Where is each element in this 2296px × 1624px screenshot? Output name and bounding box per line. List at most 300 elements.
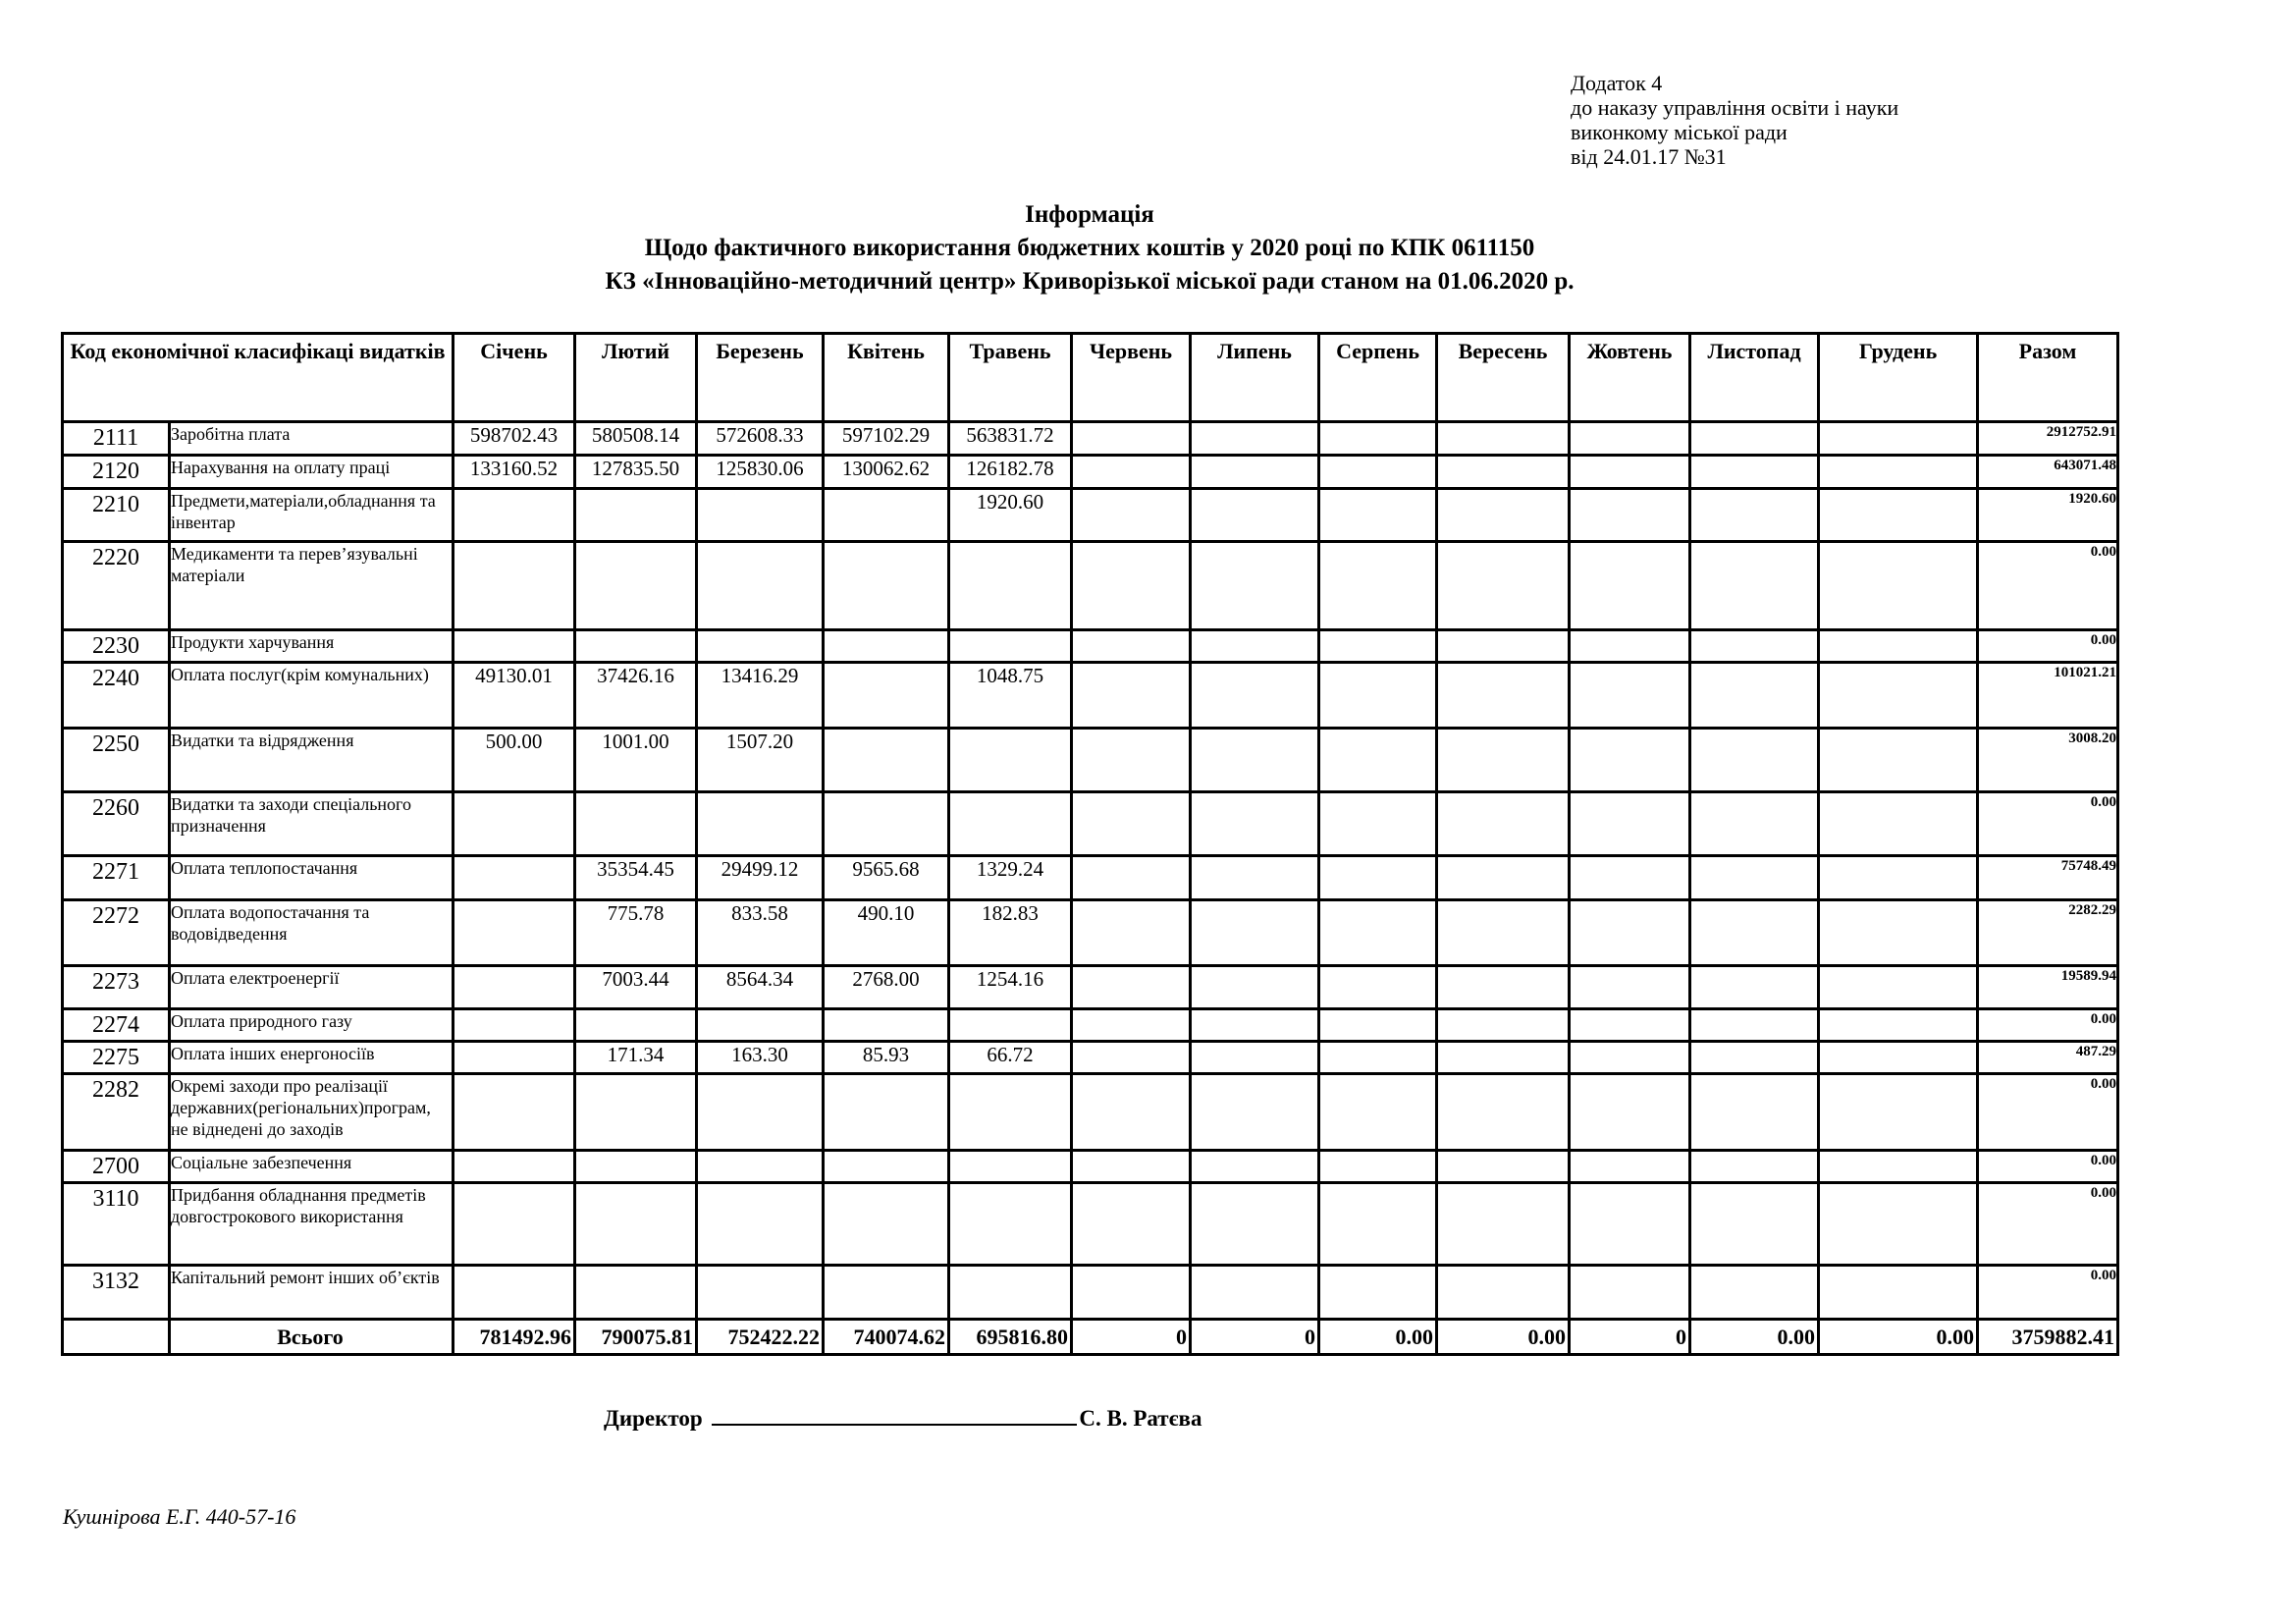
month-value-cell [949, 630, 1072, 663]
month-value-cell [1690, 663, 1819, 729]
month-value-cell: 1048.75 [949, 663, 1072, 729]
month-value-cell [454, 856, 575, 900]
month-value-cell [1690, 900, 1819, 966]
column-header-month: Квітень [824, 334, 949, 422]
signature-role: Директор [604, 1406, 703, 1431]
month-value-cell [1819, 663, 1978, 729]
month-value-cell [1191, 489, 1319, 542]
month-value-cell [1072, 966, 1191, 1009]
month-value-cell [697, 542, 824, 630]
month-value-cell: 775.78 [575, 900, 697, 966]
month-value-cell: 13416.29 [697, 663, 824, 729]
month-value-cell [1191, 1266, 1319, 1320]
month-value-cell [1437, 1151, 1570, 1183]
month-value-cell [1437, 900, 1570, 966]
row-total: 643071.48 [1978, 456, 2118, 489]
row-name: Оплата послуг(крім комунальних) [170, 663, 454, 729]
month-value-cell [1072, 630, 1191, 663]
month-value-cell [1319, 792, 1437, 856]
row-name: Капітальний ремонт інших об’єктів [170, 1266, 454, 1320]
month-value-cell [1570, 489, 1690, 542]
month-value-cell [697, 792, 824, 856]
month-value-cell [1072, 1074, 1191, 1151]
month-value-cell [1570, 1151, 1690, 1183]
column-header-month: Вересень [1437, 334, 1570, 422]
month-value-cell: 85.93 [824, 1042, 949, 1074]
signature-block [604, 1404, 1201, 1432]
month-value-cell: 8564.34 [697, 966, 824, 1009]
total-label: Всього [170, 1320, 454, 1355]
month-value-cell [1819, 630, 1978, 663]
month-value-cell [454, 1266, 575, 1320]
month-value-cell [454, 792, 575, 856]
month-value-cell: 49130.01 [454, 663, 575, 729]
month-value-cell [1437, 856, 1570, 900]
month-value-cell [697, 1009, 824, 1042]
month-value-cell [1072, 729, 1191, 792]
row-total: 101021.21 [1978, 663, 2118, 729]
month-value-cell: 126182.78 [949, 456, 1072, 489]
signature-name: С. В. Ратєва [1079, 1406, 1202, 1431]
month-value-cell [1072, 663, 1191, 729]
month-value-cell [1437, 1009, 1570, 1042]
month-value-cell [454, 966, 575, 1009]
month-value-cell [1319, 966, 1437, 1009]
month-value-cell: 490.10 [824, 900, 949, 966]
row-code: 3132 [63, 1266, 170, 1320]
month-value-cell [949, 1074, 1072, 1151]
month-value-cell [1570, 792, 1690, 856]
month-value-cell: 572608.33 [697, 422, 824, 456]
month-value-cell [1319, 1009, 1437, 1042]
table-row [63, 663, 2118, 729]
month-value-cell [1570, 456, 1690, 489]
column-header-month: Червень [1072, 334, 1191, 422]
month-value-cell: 130062.62 [824, 456, 949, 489]
table-row [63, 422, 2118, 456]
row-code: 2210 [63, 489, 170, 542]
month-value-cell [1072, 422, 1191, 456]
row-name: Нарахування на оплату праці [170, 456, 454, 489]
row-code: 2271 [63, 856, 170, 900]
month-value-cell: 833.58 [697, 900, 824, 966]
row-total: 487.29 [1978, 1042, 2118, 1074]
month-value-cell [1819, 856, 1978, 900]
month-value-cell [1570, 663, 1690, 729]
month-value-cell [1072, 456, 1191, 489]
column-header-month: Липень [1191, 334, 1319, 422]
month-value-cell [824, 542, 949, 630]
month-value-cell [1072, 1042, 1191, 1074]
month-value-cell: 2768.00 [824, 966, 949, 1009]
month-value-cell [1570, 1074, 1690, 1151]
row-code: 2230 [63, 630, 170, 663]
row-total: 0.00 [1978, 1009, 2118, 1042]
month-value-cell [949, 1009, 1072, 1042]
month-value-cell: 580508.14 [575, 422, 697, 456]
month-value-cell: 7003.44 [575, 966, 697, 1009]
month-value-cell [1319, 542, 1437, 630]
month-value-cell [1319, 1074, 1437, 1151]
addendum-line: виконкому міської ради [1571, 120, 1788, 144]
document-title: Інформація [1025, 201, 1154, 228]
total-month-cell: 781492.96 [454, 1320, 575, 1355]
month-value-cell [1191, 792, 1319, 856]
row-total: 0.00 [1978, 1266, 2118, 1320]
month-value-cell [1072, 856, 1191, 900]
column-header-month: Березень [697, 334, 824, 422]
total-month-cell: 0 [1570, 1320, 1690, 1355]
table-row [63, 1074, 2118, 1151]
total-code-cell [63, 1320, 170, 1355]
month-value-cell [1191, 729, 1319, 792]
month-value-cell [1191, 456, 1319, 489]
month-value-cell [1690, 422, 1819, 456]
total-row [63, 1320, 2118, 1355]
month-value-cell [949, 792, 1072, 856]
table-row [63, 630, 2118, 663]
month-value-cell [1690, 456, 1819, 489]
month-value-cell [1690, 630, 1819, 663]
month-value-cell [1072, 900, 1191, 966]
month-value-cell [1570, 1266, 1690, 1320]
month-value-cell [1690, 1183, 1819, 1266]
document-subtitle-organization: КЗ «Інноваційно-методичний центр» Криворізької міської ради станом на 01.06.2020 р. [605, 268, 1575, 295]
month-value-cell [1437, 456, 1570, 489]
month-value-cell [1191, 856, 1319, 900]
month-value-cell [1819, 1183, 1978, 1266]
row-code: 2260 [63, 792, 170, 856]
row-code: 2700 [63, 1151, 170, 1183]
month-value-cell [1319, 630, 1437, 663]
addendum-line: до наказу управління освіти і науки [1571, 95, 1899, 120]
month-value-cell [1819, 792, 1978, 856]
month-value-cell [1437, 966, 1570, 1009]
row-name: Окремі заходи про реалізації державних(регіональних)програм, не віднедені до заходів [170, 1074, 454, 1151]
footer-note: Кушнірова Е.Г. 440-57-16 [63, 1504, 296, 1529]
column-header-month: Травень [949, 334, 1072, 422]
table-row [63, 542, 2118, 630]
month-value-cell: 133160.52 [454, 456, 575, 489]
month-value-cell: 182.83 [949, 900, 1072, 966]
month-value-cell [1191, 900, 1319, 966]
month-value-cell [1570, 422, 1690, 456]
table-row [63, 456, 2118, 489]
row-total: 0.00 [1978, 630, 2118, 663]
table-row [63, 1183, 2118, 1266]
row-total: 0.00 [1978, 792, 2118, 856]
row-total: 2912752.91 [1978, 422, 2118, 456]
total-month-cell: 740074.62 [824, 1320, 949, 1355]
row-name: Оплата електроенергії [170, 966, 454, 1009]
month-value-cell [1319, 1183, 1437, 1266]
month-value-cell [697, 489, 824, 542]
month-value-cell [1191, 542, 1319, 630]
month-value-cell [1570, 856, 1690, 900]
month-value-cell [454, 489, 575, 542]
row-name: Придбання обладнання предметів довгострокового використання [170, 1183, 454, 1266]
month-value-cell [575, 1009, 697, 1042]
table-row [63, 729, 2118, 792]
month-value-cell [1072, 542, 1191, 630]
row-code: 2273 [63, 966, 170, 1009]
row-total: 19589.94 [1978, 966, 2118, 1009]
month-value-cell [1319, 1151, 1437, 1183]
month-value-cell: 1329.24 [949, 856, 1072, 900]
month-value-cell [697, 1183, 824, 1266]
row-name: Оплата природного газу [170, 1009, 454, 1042]
month-value-cell [1819, 422, 1978, 456]
month-value-cell [454, 900, 575, 966]
row-name: Соціальне забезпечення [170, 1151, 454, 1183]
addendum-line: Додаток 4 [1571, 71, 1663, 95]
month-value-cell [1191, 1183, 1319, 1266]
column-header-month: Лютий [575, 334, 697, 422]
month-value-cell [1690, 489, 1819, 542]
month-value-cell [1819, 1042, 1978, 1074]
month-value-cell [1191, 1042, 1319, 1074]
month-value-cell [1319, 900, 1437, 966]
month-value-cell [454, 1151, 575, 1183]
month-value-cell [1191, 422, 1319, 456]
month-value-cell [1191, 630, 1319, 663]
total-month-cell: 0.00 [1319, 1320, 1437, 1355]
month-value-cell [1690, 1009, 1819, 1042]
row-total: 0.00 [1978, 542, 2118, 630]
total-month-cell: 790075.81 [575, 1320, 697, 1355]
month-value-cell [1690, 856, 1819, 900]
month-value-cell [824, 1183, 949, 1266]
month-value-cell [824, 1074, 949, 1151]
month-value-cell: 1507.20 [697, 729, 824, 792]
row-total: 1920.60 [1978, 489, 2118, 542]
month-value-cell: 597102.29 [824, 422, 949, 456]
row-code: 2220 [63, 542, 170, 630]
month-value-cell [1437, 792, 1570, 856]
month-value-cell [1072, 792, 1191, 856]
month-value-cell [1690, 542, 1819, 630]
table-row [63, 1042, 2118, 1074]
month-value-cell [1690, 966, 1819, 1009]
month-value-cell: 171.34 [575, 1042, 697, 1074]
month-value-cell [824, 1009, 949, 1042]
month-value-cell [1319, 729, 1437, 792]
month-value-cell [824, 1151, 949, 1183]
month-value-cell [949, 1151, 1072, 1183]
month-value-cell [1819, 1074, 1978, 1151]
month-value-cell [454, 1042, 575, 1074]
month-value-cell: 66.72 [949, 1042, 1072, 1074]
row-total: 0.00 [1978, 1183, 2118, 1266]
addendum-block [1571, 71, 1898, 169]
total-month-cell: 752422.22 [697, 1320, 824, 1355]
month-value-cell [1319, 1266, 1437, 1320]
month-value-cell [1570, 966, 1690, 1009]
month-value-cell [1072, 1151, 1191, 1183]
month-value-cell [824, 489, 949, 542]
month-value-cell [1437, 729, 1570, 792]
month-value-cell [824, 663, 949, 729]
month-value-cell [1319, 489, 1437, 542]
month-value-cell [1319, 422, 1437, 456]
signature-line [712, 1404, 1077, 1426]
month-value-cell [1319, 456, 1437, 489]
month-value-cell [949, 1183, 1072, 1266]
month-value-cell [1437, 630, 1570, 663]
row-code: 2274 [63, 1009, 170, 1042]
month-value-cell: 1920.60 [949, 489, 1072, 542]
month-value-cell: 35354.45 [575, 856, 697, 900]
addendum-line: від 24.01.17 №31 [1571, 144, 1727, 169]
row-name: Предмети,матеріали,обладнання та інвентар [170, 489, 454, 542]
total-month-cell: 0 [1191, 1320, 1319, 1355]
document-subtitle: Щодо фактичного використання бюджетних коштів у 2020 році по КПК 0611150 [644, 235, 1535, 261]
table-row [63, 856, 2118, 900]
month-value-cell [1819, 729, 1978, 792]
month-value-cell: 1001.00 [575, 729, 697, 792]
table-row [63, 966, 2118, 1009]
column-header-month: Листопад [1690, 334, 1819, 422]
row-code: 2282 [63, 1074, 170, 1151]
month-value-cell [1319, 663, 1437, 729]
month-value-cell [575, 542, 697, 630]
month-value-cell [824, 729, 949, 792]
month-value-cell [1072, 1266, 1191, 1320]
month-value-cell [1690, 1151, 1819, 1183]
month-value-cell: 163.30 [697, 1042, 824, 1074]
month-value-cell [1819, 489, 1978, 542]
document-title-block [0, 198, 2179, 298]
month-value-cell [824, 792, 949, 856]
month-value-cell [949, 542, 1072, 630]
month-value-cell [1437, 1266, 1570, 1320]
month-value-cell [1570, 1009, 1690, 1042]
row-name: Видатки та відрядження [170, 729, 454, 792]
total-month-cell: 0.00 [1690, 1320, 1819, 1355]
month-value-cell [575, 792, 697, 856]
month-value-cell [1191, 663, 1319, 729]
table-row [63, 489, 2118, 542]
month-value-cell [1191, 966, 1319, 1009]
total-month-cell: 0.00 [1437, 1320, 1570, 1355]
month-value-cell [1819, 1009, 1978, 1042]
table-row [63, 1009, 2118, 1042]
column-header-month: Грудень [1819, 334, 1978, 422]
month-value-cell [1072, 489, 1191, 542]
month-value-cell [1437, 1074, 1570, 1151]
month-value-cell: 127835.50 [575, 456, 697, 489]
month-value-cell [697, 1151, 824, 1183]
month-value-cell [1570, 630, 1690, 663]
month-value-cell [1072, 1009, 1191, 1042]
month-value-cell [1819, 1151, 1978, 1183]
month-value-cell: 125830.06 [697, 456, 824, 489]
column-header-month: Серпень [1319, 334, 1437, 422]
table-row [63, 1266, 2118, 1320]
month-value-cell [697, 630, 824, 663]
column-header-month: Січень [454, 334, 575, 422]
column-header-code: Код економічної класифікаці видатків [63, 334, 454, 422]
month-value-cell [1690, 1074, 1819, 1151]
row-total: 0.00 [1978, 1151, 2118, 1183]
month-value-cell [1570, 1042, 1690, 1074]
month-value-cell [1570, 729, 1690, 792]
month-value-cell [824, 1266, 949, 1320]
month-value-cell [1319, 1042, 1437, 1074]
row-name: Оплата водопостачання та водовідведення [170, 900, 454, 966]
table-row [63, 1151, 2118, 1183]
month-value-cell [575, 1074, 697, 1151]
month-value-cell [949, 729, 1072, 792]
month-value-cell [454, 1183, 575, 1266]
row-name: Оплата інших енергоносіїв [170, 1042, 454, 1074]
month-value-cell [1690, 792, 1819, 856]
month-value-cell [454, 542, 575, 630]
month-value-cell [1437, 1042, 1570, 1074]
row-total: 0.00 [1978, 1074, 2118, 1151]
row-name: Видатки та заходи спеціального призначення [170, 792, 454, 856]
month-value-cell [1819, 1266, 1978, 1320]
month-value-cell [1690, 1266, 1819, 1320]
month-value-cell [1819, 456, 1978, 489]
month-value-cell [1437, 422, 1570, 456]
column-header-month: Жовтень [1570, 334, 1690, 422]
row-total: 75748.49 [1978, 856, 2118, 900]
table-header-row [63, 334, 2118, 422]
total-month-cell: 0 [1072, 1320, 1191, 1355]
grand-total: 3759882.41 [1978, 1320, 2118, 1355]
row-code: 2272 [63, 900, 170, 966]
row-name: Продукти харчування [170, 630, 454, 663]
month-value-cell [1819, 900, 1978, 966]
month-value-cell [1437, 663, 1570, 729]
month-value-cell [1690, 729, 1819, 792]
month-value-cell [1319, 856, 1437, 900]
month-value-cell [1072, 1183, 1191, 1266]
month-value-cell [454, 1074, 575, 1151]
month-value-cell: 598702.43 [454, 422, 575, 456]
total-month-cell: 695816.80 [949, 1320, 1072, 1355]
month-value-cell [1191, 1151, 1319, 1183]
month-value-cell [824, 630, 949, 663]
row-code: 2240 [63, 663, 170, 729]
row-code: 3110 [63, 1183, 170, 1266]
month-value-cell [1570, 542, 1690, 630]
column-header-total: Разом [1978, 334, 2118, 422]
month-value-cell [1191, 1009, 1319, 1042]
month-value-cell [575, 630, 697, 663]
month-value-cell [454, 630, 575, 663]
row-total: 3008.20 [1978, 729, 2118, 792]
table-row [63, 900, 2118, 966]
month-value-cell [697, 1074, 824, 1151]
month-value-cell [1690, 1042, 1819, 1074]
month-value-cell: 1254.16 [949, 966, 1072, 1009]
month-value-cell [1191, 1074, 1319, 1151]
month-value-cell [697, 1266, 824, 1320]
row-code: 2120 [63, 456, 170, 489]
month-value-cell [1819, 966, 1978, 1009]
month-value-cell [575, 489, 697, 542]
total-month-cell: 0.00 [1819, 1320, 1978, 1355]
month-value-cell: 500.00 [454, 729, 575, 792]
table-row [63, 792, 2118, 856]
month-value-cell [1437, 489, 1570, 542]
month-value-cell [1437, 542, 1570, 630]
month-value-cell [1819, 542, 1978, 630]
row-name: Заробітна плата [170, 422, 454, 456]
month-value-cell: 563831.72 [949, 422, 1072, 456]
